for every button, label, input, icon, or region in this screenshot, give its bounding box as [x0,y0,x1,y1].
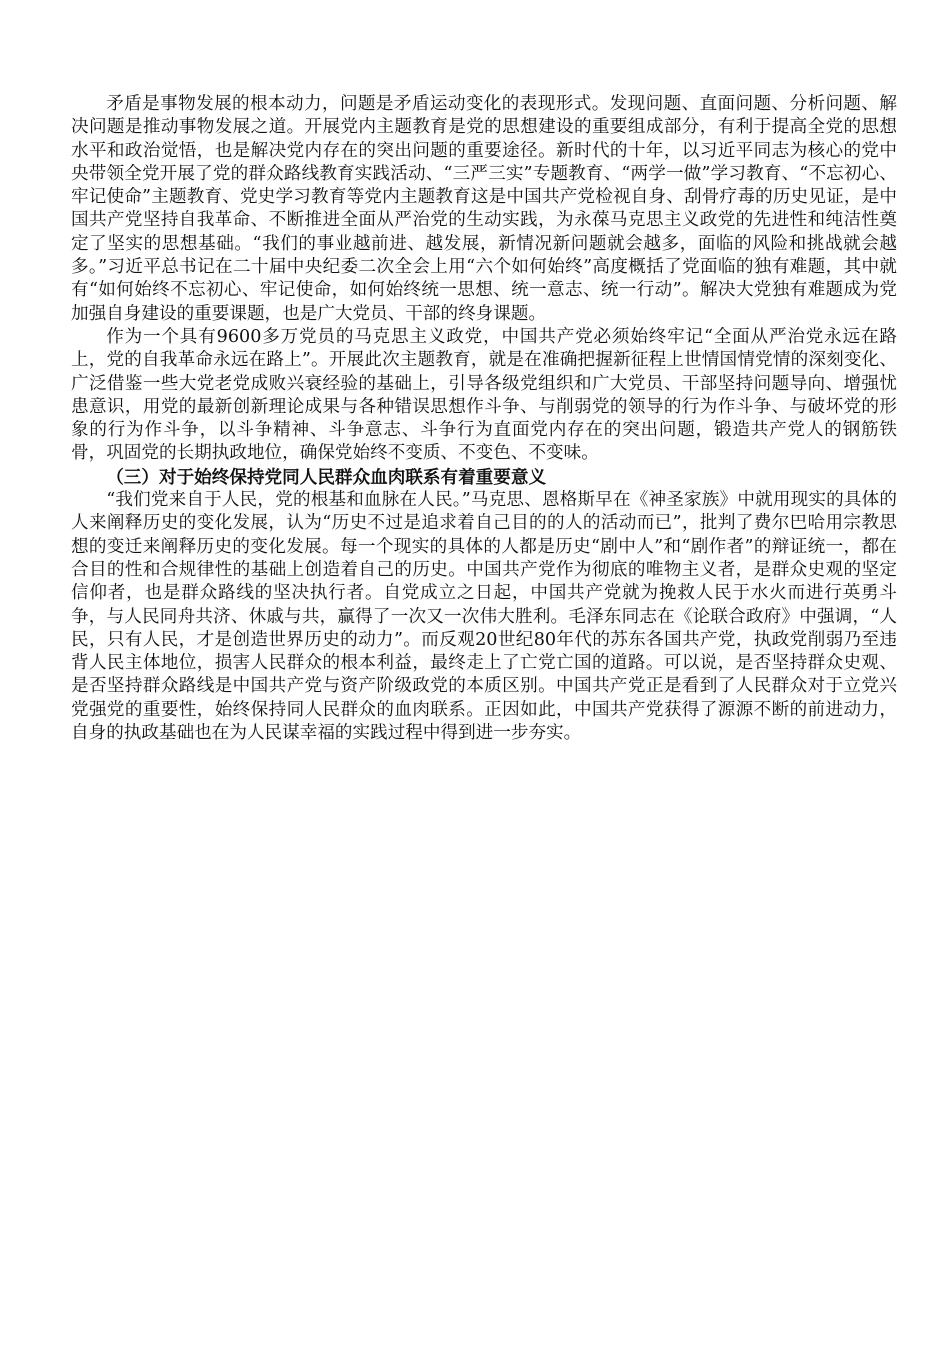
paragraph-people: “我们党来自于人民，党的根基和血脉在人民。”马克思、恩格斯早在《神圣家族》中就用现实的具体的人来阐释历史的变化发展，认为“历史不过是追求着自己目的的人的活动而已”，批判了费尔巴哈用宗教思想的变迁来阐释历史的变化发展。每一个现实的具体的人都是历史“剧中人”和“剧作者”的辩证统一，都在合目的性和合规律性的基础上创造着自己的历史。中国共产党作为彻底的唯物主义者，是群众史观的坚定信仰者，也是群众路线的坚决执行者。自党成立之日起，中国共产党就为挽救人民于水火而进行英勇斗争，与人民同舟共济、休戚与共，赢得了一次又一次伟大胜利。毛泽东同志在《论联合政府》中强调，“人民，只有人民，才是创造世界历史的动力”。而反观20世纪80年代的苏东各国共产党，执政党削弱乃至违背人民主体地位，损害人民群众的根本利益，最终走上了亡党亡国的道路。可以说，是否坚持群众史观、是否坚持群众路线是中国共产党与资产阶级政党的本质区别。中国共产党正是看到了人民群众对于立党兴党强党的重要性，始终保持同人民群众的血肉联系。正因如此，中国共产党获得了源源不断的前进动力，自身的执政基础也在为人民谋幸福的实践过程中得到进一步夯实。 [71,490,897,744]
paragraph-party-members: 作为一个具有9600多万党员的马克思主义政党，中国共产党必须始终牢记“全面从严治党永远在路上，党的自我革命永远在路上”。开展此次主题教育，就是在准确把握新征程上世情国情党情的深刻变化、广泛借鉴一些大党老党成败兴衰经验的基础上，引导各级党组织和广大党员、干部坚持问题导向、增强忧患意识，用党的最新创新理论成果与各种错误思想作斗争、与削弱党的领导的行为作斗争、与破坏党的形象的行为作斗争，以斗争精神、斗争意志、斗争行为直面党内存在的突出问题，锻造共产党人的钢筋铁骨，巩固党的长期执政地位，确保党始终不变质、不变色、不变味。 [71,326,897,464]
paragraph-contradiction: 矛盾是事物发展的根本动力，问题是矛盾运动变化的表现形式。发现问题、直面问题、分析问题、解决问题是推动事物发展之道。开展党内主题教育是党的思想建设的重要组成部分，有利于提高全党的思想水平和政治觉悟，也是解决党内存在的突出问题的重要途径。新时代的十年，以习近平同志为核心的党中央带领全党开展了党的群众路线教育实践活动、“三严三实”专题教育、“两学一做”学习教育、“不忘初心、牢记使命”主题教育、党史学习教育等党内主题教育这是中国共产党检视自身、刮骨疗毒的历史见证，是中国共产党坚持自我革命、不断推进全面从严治党的生动实践，为永葆马克思主义政党的先进性和纯洁性奠定了坚实的思想基础。“我们的事业越前进、越发展，新情况新问题就会越多，面临的风险和挑战就会越多。”习近平总书记在二十届中央纪委二次全会上用“六个如何始终”高度概括了党面临的独有难题，其中就有“如何始终不忘初心、牢记使命，如何始终统一思想、统一意志、统一行动”。解决大党独有难题成为党加强自身建设的重要课题，也是广大党员、干部的终身课题。 [71,94,897,324]
section-heading-3: （三）对于始终保持党同人民群众血肉联系有着重要意义 [106,466,547,488]
document-body [71,93,897,745]
